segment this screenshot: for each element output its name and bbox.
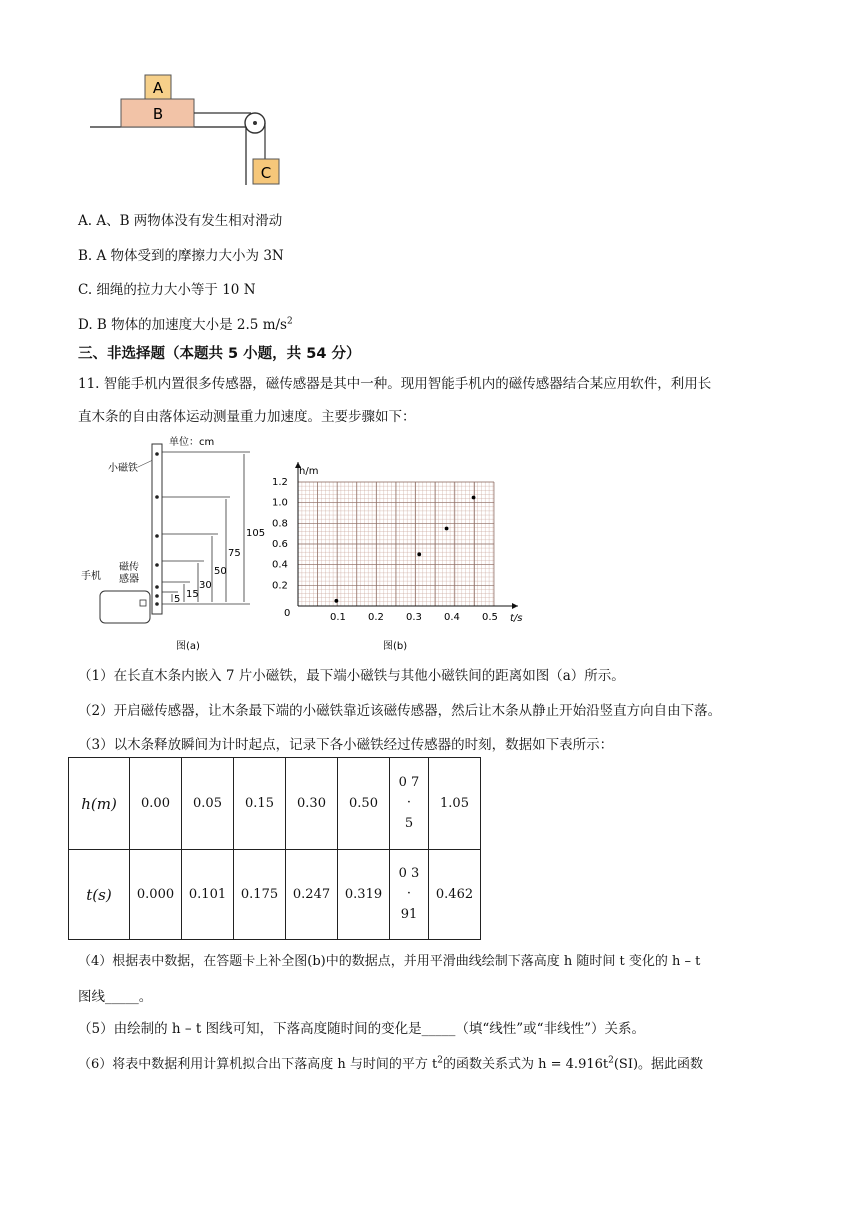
figure-a-caption: 图(a) — [176, 641, 200, 652]
data-table — [68, 757, 481, 940]
step-6-text-b: 的函数关系式为 h = 4.916t — [443, 1057, 609, 1072]
table-row-h — [69, 758, 481, 850]
dim-15: 15 — [186, 589, 199, 600]
step-4-line1: （4）根据表中数据，在答题卡上补全图(b)中的数据点，并用平滑曲线绘制下落高度 h 随时间 t 变化的 h – t — [78, 954, 701, 969]
y-tick-label: 0.4 — [272, 559, 288, 571]
h-header: h(m) — [69, 758, 130, 850]
x-tick-label: 0.1 — [330, 612, 346, 623]
step-6 — [78, 1053, 703, 1072]
option-c: C. 细绳的拉力大小等于 10 N — [78, 282, 256, 298]
option-b: B. A 物体受到的摩擦力大小为 3N — [78, 248, 284, 264]
block-a-label: A — [152, 79, 164, 97]
y-tick-label: 0.6 — [272, 539, 288, 550]
unit-label: 单位：cm — [169, 437, 215, 448]
dim-75: 75 — [228, 548, 241, 559]
h-cell: 1.05 — [429, 758, 481, 850]
t-header: t(s) — [69, 850, 130, 940]
step-1: （1）在长直木条内嵌入 7 片小磁铁，最下端小磁铁与其他小磁铁间的距离如图（a）所示。 — [78, 668, 625, 684]
data-point — [445, 527, 449, 531]
t-cell: 0.101 — [182, 850, 234, 940]
x-tick-label: 0.5 — [482, 612, 498, 623]
dim-50: 50 — [214, 566, 227, 577]
t-cell: 0 3 · 91 — [390, 850, 429, 940]
phone — [100, 591, 150, 623]
h-cell: 0.30 — [286, 758, 338, 850]
h-cell: 0.15 — [234, 758, 286, 850]
option-d — [78, 313, 293, 333]
y-tick-label: 0.2 — [272, 580, 288, 592]
x-tick-label: 0.2 — [368, 612, 384, 623]
x-tick-label: 0.3 — [406, 612, 422, 623]
y-tick-label: 1.2 — [272, 477, 288, 488]
step-3: （3）以木条释放瞬间为计时起点，记录下各小磁铁经过传感器的时刻，数据如下表所示： — [78, 737, 614, 753]
chart-axes — [295, 462, 518, 609]
chart-ylabel: h/m — [299, 466, 319, 477]
step-5: （5）由绘制的 h – t 图线可知，下落高度随时间的变化是_____（填“线性”或“非线性”）关系。 — [78, 1021, 645, 1037]
t-cell: 0.247 — [286, 850, 338, 940]
dim-105: 105 — [246, 528, 266, 539]
dim-30: 30 — [199, 580, 212, 591]
step-6-text-c: (SI)。据此函数 — [613, 1057, 704, 1072]
figure-a — [78, 434, 268, 654]
chart-xlabel: t/s — [510, 613, 523, 624]
section-title: 三、非选择题（本题共 5 小题，共 54 分） — [78, 346, 361, 362]
data-point — [472, 496, 476, 500]
x-tick-label: 0.4 — [444, 612, 460, 623]
block-c-label: C — [260, 164, 272, 182]
chart-points — [334, 496, 475, 603]
sensor-label-1: 磁传 — [119, 562, 139, 573]
chart-grid — [298, 482, 494, 606]
t-cell: 0.319 — [338, 850, 390, 940]
block-b-label: B — [152, 105, 164, 123]
magnet-label: 小磁铁 — [108, 463, 138, 474]
h-cell: 0 7 · 5 — [390, 758, 429, 850]
t-cell: 0.462 — [429, 850, 481, 940]
step-6-sup-a: 2 — [437, 1055, 443, 1066]
table-row-t — [69, 850, 481, 940]
q11-line2: 直木条的自由落体运动测量重力加速度。主要步骤如下： — [78, 409, 416, 425]
h-cell: 0.50 — [338, 758, 390, 850]
step-2: （2）开启磁传感器，让木条最下端的小磁铁靠近该磁传感器，然后让木条从静止开始沿竖直方向自由下落。 — [78, 703, 722, 719]
dim-5: 5 — [174, 594, 181, 605]
sensor-label-2: 感器 — [119, 574, 139, 585]
data-point — [417, 552, 421, 556]
t-cell: 0.175 — [234, 850, 286, 940]
option-d-sup: 2 — [286, 316, 293, 327]
x-axis-arrow — [512, 603, 518, 609]
step-4-line2: 图线_____。 — [78, 989, 153, 1005]
q11-line1: 11. 智能手机内置很多传感器，磁传感器是其中一种。现用智能手机内的磁传感器结合某应用软件，利用长 — [78, 376, 712, 392]
sensor — [140, 600, 146, 606]
h-cell: 0.00 — [130, 758, 182, 850]
data-point — [334, 599, 338, 603]
figure-b-caption: 图(b) — [383, 641, 408, 652]
pulley-figure — [88, 70, 288, 188]
phone-label: 手机 — [81, 571, 101, 582]
chart-origin: 0 — [284, 608, 291, 619]
option-a: A. A、B 两物体没有发生相对滑动 — [78, 213, 283, 229]
figure-b-chart — [268, 454, 530, 654]
option-d-text: D. B 物体的加速度大小是 2.5 m/s — [78, 317, 287, 333]
step-6-sup-b: 2 — [608, 1055, 614, 1066]
y-tick-label: 1.0 — [272, 497, 288, 509]
step-6-text-a: （6）将表中数据利用计算机拟合出下落高度 h 与时间的平方 t — [78, 1057, 438, 1072]
h-cell: 0.05 — [182, 758, 234, 850]
t-cell: 0.000 — [130, 850, 182, 940]
y-tick-label: 0.8 — [272, 518, 288, 530]
